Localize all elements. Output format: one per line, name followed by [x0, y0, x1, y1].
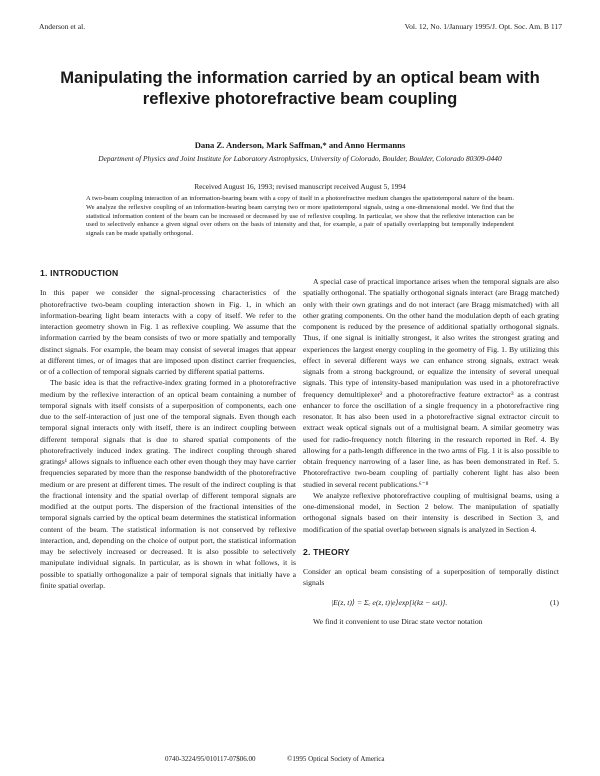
theory-paragraph-2: We find it convenient to use Dirac state vector notation — [313, 616, 483, 626]
right-column — [303, 276, 559, 627]
theory-paragraph-1: Consider an optical beam consisting of a superposition of temporally distinct signals — [303, 567, 559, 588]
left-column — [40, 268, 296, 591]
section-heading-theory: 2. THEORY — [303, 546, 350, 557]
footer-issn: 0740-3224/95/010117-07$06.00 — [165, 755, 256, 763]
equation-number: (1) — [550, 597, 559, 607]
equation-1 — [303, 597, 559, 608]
equation-body: |E(z, t)⟩ = Σₑ e(z, t)|e⟩exp[i(kz − ωt)]. — [331, 597, 448, 607]
received-dates: Received August 16, 1993; revised manuscript received August 5, 1994 — [194, 182, 406, 191]
author-list: Dana Z. Anderson, Mark Saffman,* and Anno Hermanns — [194, 140, 406, 150]
body-paragraph-3: A special case of practical importance arises when the temporal signals are also spatially orthogonal. The spatially orthogonal signals interact (are Bragg matched) only with their own gratings and do not interact (are Bragg mismatched) with all other grating components. On the other hand the modulation depth of each grating component is reduced by the presence of additional spatially orthogonal signals. Thus, if one signal is initially strongest, it also writes the strongest grating and experiences the largest energy coupling in the geometry of Fig. 1. By utilizing this effect in several different ways we can enhance strong signals, extract weak signals from a strong background, or equalize the intensity of several unequal signals. This type of intensity-based manipulation was used in a photorefractive frequency demultiplexer² and a photorefractive feature extractor³ as a contrast enhancer to force the oscillation of a single frequency in a photorefractive ring resonator. It has also been used in a photorefractive signal extractor circuit to extract weak optical signals out of a multisignal beam. A similar geometry was used for radio-frequency notch filtering in the research reported in Ref. 4. By allowing for a path-length difference in the two arms of Fig. 1 it is also possible to obtain frequency narrowing of a laser line, as has been demonstrated in Ref. 5. Photorefractive two-beam coupling of partially coherent light has also been studied in several recent publications.⁶⁻⁸ — [303, 277, 559, 489]
running-header-journal: Vol. 12, No. 1/January 1995/J. Opt. Soc. Am. B 117 — [404, 22, 562, 31]
intro-paragraph-1: In this paper we consider the signal-processing characteristics of the photorefractive two-beam coupling interaction shown in Fig. 1, in which an information-bearing light beam interacts with a copy of itself. We refer to the interaction geometry shown in Fig. 1 as reflexive coupling. We assume that the information carried by the beam consists of two or more spatially and temporally distinct signals. For example, the beam may consist of several images that appear at different times, or of images that are imposed upon distinct carrier frequencies, or of a collection of temporal signals carried by different spatial patterns. — [40, 288, 296, 376]
affiliation: Department of Physics and Joint Institute for Laboratory Astrophysics, University of Colorado, Boulder, Boulder, Colorado 80309-0440 — [98, 154, 502, 163]
section-heading-introduction: 1. INTRODUCTION — [40, 268, 119, 278]
body-paragraph-4: We analyze reflexive photorefractive coupling of multisignal beams, using a one-dimensional model, in Section 2 below. The manipulation of spatially orthogonal signals based on their intensity is described in Section 3, and modification of the spatial overlap between signals is analyzed in Section 4. — [303, 490, 559, 534]
abstract: A two-beam coupling interaction of an information-bearing beam with a copy of itself in a photorefractive medium changes the spatiotemporal nature of the beam. We analyze the reflexive coupling of an information-bearing beam carrying two or more spatiotemporal signals, using a one-dimensional model. We find that the statistical information content of the beam can be increased or decreased by use of reflexive coupling. In particular, we show that the reflexive interaction can be used to selectively enhance a given signal over others on the basis of intensity and that, for example, a pair of spatially overlapping but temporally independent signals can be made spatially orthogonal. — [86, 195, 514, 238]
footer-copyright: ©1995 Optical Society of America — [287, 755, 385, 763]
paper-title: Manipulating the information carried by an optical beam with reflexive photorefractive beam coupling — [60, 68, 540, 108]
running-header-authors: Anderson et al. — [39, 22, 86, 31]
intro-paragraph-2: The basic idea is that the refractive-index grating formed in a photorefractive medium by the reflexive interaction of an optical beam containing a number of temporal signals with itself consists of a superposition of components, each one due to the self-interaction of just one of the temporal signals. Even though each temporal signal interacts only with itself, there is an indirect coupling between different temporal signals that is due to shared spatial components of the photorefractively induced index grating. The indirect coupling through shared gratings¹ allows signals to influence each other even though they may have carrier frequencies separated by more than the response bandwidth of the photorefractive medium or are present at different times. The result of the indirect coupling is that the fractional intensity and the spatial overlap of different temporal signals are modified at the output ports. The dispersion of the fractional intensities of the temporal signals carried by the optical beam determines the statistical information content of the beam. The statistical information is not conserved by reflexive interaction, and, depending on the choice of output port, the statistical information may be selectively increased or decreased. It is also possible to selectively manipulate individual signals. In particular, as is shown in what follows, it is possible to spatially orthogonalize a pair of temporal signals that initially have a finite spatial overlap. — [40, 378, 296, 590]
